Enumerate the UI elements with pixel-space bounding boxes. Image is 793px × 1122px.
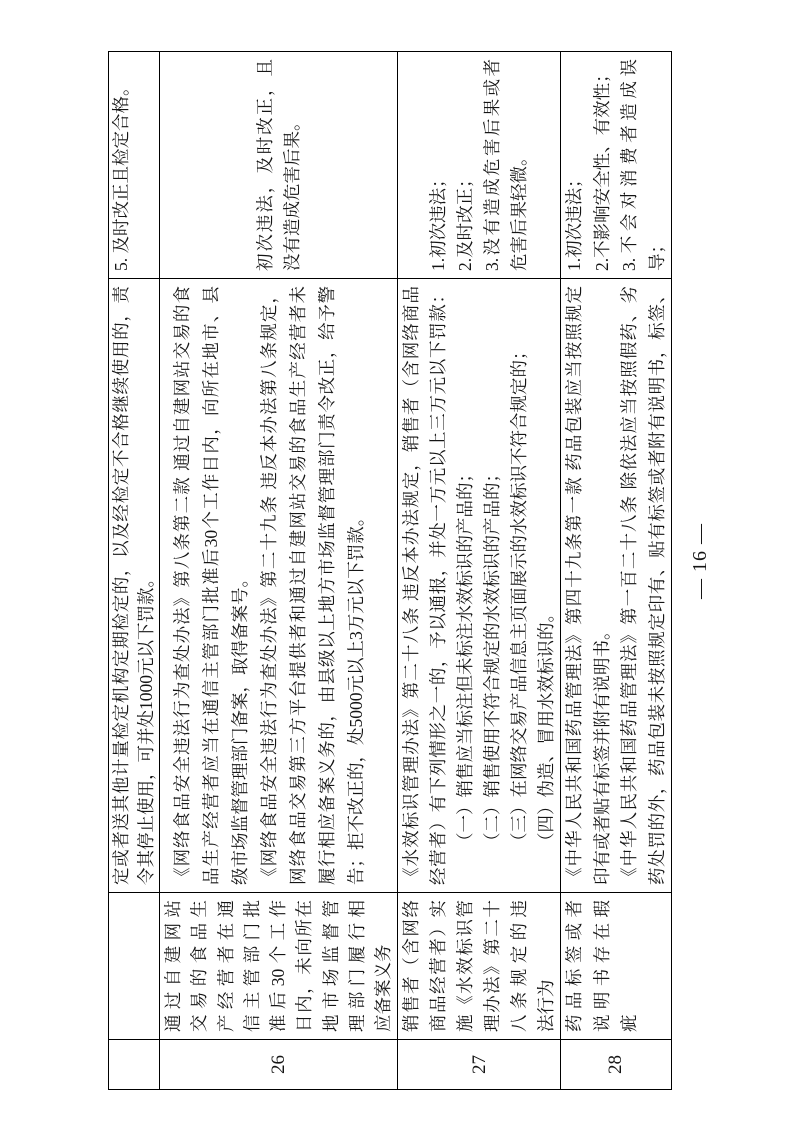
legal-basis-line: 级市场监督管理部门备案，取得备案号。 [230, 570, 250, 885]
legal-basis-line: 经营者）有下列情形之一的，予以通报，并处一万元以上三万元以下罚款： [428, 286, 448, 885]
table-row [561, 52, 672, 1090]
condition-line: 1.初次违法； [564, 170, 584, 271]
violation-line: 理办法》第二十 [482, 900, 502, 1032]
legal-basis-line: 印有或者贴有标签并附有说明书。 [591, 622, 612, 885]
table-row [398, 52, 561, 1090]
violation-line: 疵 [619, 1014, 639, 1032]
violation-line: 法行为 [536, 979, 556, 1032]
legal-basis-cell [561, 279, 672, 893]
legal-basis-line: 药处罚的外，药品包装未按照规定印有、贴有标签或者附有说明书，标签、 [646, 286, 667, 885]
row-number-cell [109, 1040, 160, 1090]
page-number: — 16 — [689, 523, 711, 599]
violation-line: 商品经营者）实 [428, 900, 448, 1032]
legal-basis-line: 《中华人民共和国药品管理法》第一百二十八条 除依法应当按照假药、劣 [619, 286, 639, 885]
legal-basis-cell [398, 279, 561, 893]
legal-basis-list-item: （三）在网络交易产品信息主页面展示的水效标识不符合规定的； [509, 342, 529, 850]
legal-basis-list-item: （四）伪造、冒用水效标识的。 [536, 605, 556, 850]
violation-cell [561, 893, 672, 1040]
row-number: 27 [398, 1040, 561, 1090]
condition-line: 2.不影响安全性、有效性； [591, 65, 612, 271]
legal-basis-line: 定或者送其他计量检定机构定期检定的，以及经检定不合格继续使用的，责 [111, 286, 131, 885]
violation-line: 施《水效标识管 [455, 900, 475, 1032]
table-row [160, 52, 398, 1090]
legal-basis-list-item: （二）销售使用不符合规定的水效标识的产品的； [482, 465, 502, 850]
violation-line: 地市场监督管 [320, 900, 341, 1032]
legal-basis-line: 《网络食品安全违法行为查处办法》第二十九条 违反本办法第八条规定， [259, 286, 279, 885]
violation-line: 理部门履行相 [347, 900, 368, 1032]
legal-basis-line: 履行相应备案义务的，由县级以上地方市场监督管理部门责令改正，给予警 [317, 286, 337, 885]
legal-basis-cell [160, 279, 398, 893]
violation-line: 药品标签或者 [564, 900, 584, 1032]
conditions-cell [561, 52, 672, 279]
condition-line: 3.不会对消费者造成误 [619, 59, 639, 271]
condition-line: 3.没有造成危害后果或者 [482, 59, 502, 271]
legal-basis-line: 《中华人民共和国药品管理法》第四十九条第一款 药品包装应当按照规定 [564, 286, 584, 885]
legal-basis-line: 《网络食品安全违法行为查处办法》第八条第二款 通过自建网站交易的食 [172, 286, 192, 885]
violation-line: 通过自建网站 [163, 900, 183, 1032]
table-row [109, 52, 160, 1090]
condition-line: 2.及时改正； [455, 170, 475, 271]
condition-line: 没有造成危害后果。 [281, 113, 302, 271]
legal-basis-cell [109, 279, 160, 893]
violation-cell [398, 893, 561, 1040]
condition-line: 初次违法，及时改正，且 [254, 59, 275, 271]
conditions-cell [109, 52, 160, 279]
condition-line: 5. 及时改正且检定合格。 [111, 78, 131, 271]
conditions-cell [398, 52, 561, 279]
violation-line: 日内，未向所在 [294, 900, 315, 1032]
legal-basis-line: 告；拒不改正的，处5000元以上3万元以下罚款。 [346, 508, 366, 885]
row-number: 28 [561, 1040, 672, 1090]
violation-line: 准后30个工作 [268, 900, 289, 1032]
legal-basis-line: 《水效标识管理办法》第二十八条 违反本办法规定，销售者（含网络商品 [401, 286, 421, 885]
violation-line: 应备案义务 [373, 944, 394, 1032]
violation-line: 产经营者在通 [215, 900, 236, 1032]
legal-basis-line: 令其停止使用，可并处1000元以下罚款。 [136, 570, 156, 885]
violation-cell [160, 893, 398, 1040]
violation-line: 交易的食品生 [189, 900, 210, 1032]
condition-line: 导； [646, 236, 667, 271]
legal-basis-line: 网络食品交易第三方平台提供者和通过自建网站交易的食品生产经营者未 [288, 286, 308, 885]
legal-basis-line: 品生产经营者应当在通信主管部门批准后30个工作日内，向所在地市、县 [201, 286, 221, 885]
regulation-table [108, 51, 672, 1090]
violation-line: 说明书存在瑕 [591, 900, 612, 1032]
condition-line: 1.初次违法； [428, 170, 448, 271]
condition-line: 危害后果轻微。 [509, 148, 529, 271]
conditions-cell [160, 52, 398, 279]
violation-line: 信主管部门批 [241, 900, 262, 1032]
violation-line: 销售者（含网络 [401, 900, 421, 1032]
violation-line: 八条规定的违 [509, 900, 529, 1032]
legal-basis-list-item: （一）销售应当标注但未标注水效标识的产品的； [455, 465, 475, 850]
row-number: 26 [160, 1040, 398, 1090]
violation-cell [109, 893, 160, 1040]
